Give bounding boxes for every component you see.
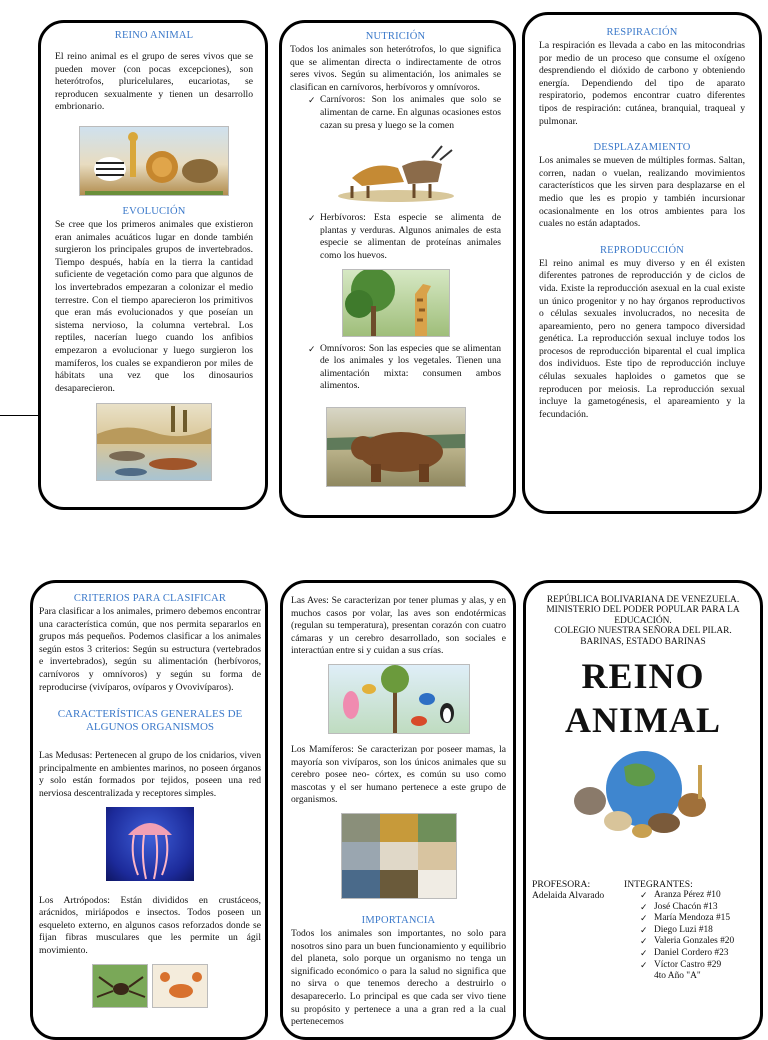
text-artropodos: Los Artrópodos: Están divididos en crustáceos, arácnidos, miriápodos e insectos. Todos poseen un esqueleto externo, en algunos casos reforzados donde se fijan fibras musculares que les permite un ágil movimiento. <box>39 894 261 956</box>
credits-section <box>532 879 754 999</box>
panel-reino-animal <box>38 20 268 510</box>
panel-portada <box>523 580 763 1040</box>
carnivore-hunting-image <box>332 138 460 204</box>
list-item-group: 4to Año "A" <box>654 971 701 982</box>
heading-caracteristicas: CARACTERÍSTICAS GENERALES DE ALGUNOS ORGANISMOS <box>57 708 243 734</box>
list-item: ✓ Aranza Pérez #10 <box>640 890 763 902</box>
heading-importancia: IMPORTANCIA <box>361 914 436 926</box>
crab-image <box>152 964 208 1008</box>
profesora-block <box>532 879 620 901</box>
profesora-name: Adelaida Alvarado <box>532 890 605 902</box>
text-nutricion: Todos los animales son heterótrofos, lo que significa que se alimentan directa o indirectamente de otros seres vivos. Según su alimentación, los animales se clasifican en carnívoros, herbívoros y omnívoros. <box>290 44 501 93</box>
panel-criterios <box>30 580 268 1040</box>
heading-desplazamiento: DESPLAZAMIENTO <box>593 142 691 154</box>
list-item: ✓ María Mendoza #15 <box>640 913 763 925</box>
list-item: ✓ Valeria Gonzales #20 <box>640 936 763 948</box>
profesora-label: PROFESORA: <box>532 879 591 891</box>
animals-collage-image <box>79 126 229 196</box>
birds-collage-image <box>328 664 470 734</box>
panel-aves-mamiferos <box>280 580 516 1040</box>
header-line-1: REPÚBLICA BOLIVARIANA DE VENEZUELA. <box>546 595 740 605</box>
text-criterios: Para clasificar a los animales, primero debemos encontrar una característica común, que nos permita separarlos en grupos más pequeños. Podemos clasificar a los animales según estos 3 criterios: Según su estructura (vertebrados e invertebrados), según su alimentación (herbívoros, carnívoros y omnívoros) y según su forma de reproducirse (vivíparos, ovíparos y Ovovivíparos). <box>39 606 261 693</box>
text-mamiferos: Los Mamíferos: Se caracterizan por poseer mamas, la mayoría son vivíparos, son los únicos animales que su cerebro posee neo- córtex, es común su uso como mascotas y el ser humano pertenece a este grupo de organismos. <box>291 743 506 806</box>
heading-criterios: CRITERIOS PARA CLASIFICAR <box>73 593 227 604</box>
heading-evolucion: EVOLUCIÓN <box>122 205 186 217</box>
heading-reproduccion: REPRODUCCIÓN <box>599 244 685 256</box>
panel-respiracion <box>522 12 762 514</box>
panel-nutricion <box>279 20 516 518</box>
cover-title-line-2: ANIMAL <box>565 700 721 741</box>
heading-reino-animal: REINO ANIMAL <box>114 30 194 41</box>
integrantes-label: INTEGRANTES: <box>624 879 693 891</box>
header-line-3: COLEGIO NUESTRA SEÑORA DEL PILAR. <box>554 626 732 637</box>
text-respiracion: La respiración es llevada a cabo en las mitocondrias por medio de un proceso que consume el oxígeno desprendiendo el dióxido de carbono y obteniendo energía. Dependiendo del tipo de aparato respiratorio, podemos encontrar cuatro diferentes tipos de respiración: cutánea, branquial, traqueal y pulmonar. <box>539 40 745 127</box>
integrantes-block <box>624 879 763 983</box>
cover-globe-animals-image <box>568 745 718 841</box>
text-evolucion: Se cree que los primeros animales que existieron eran animales acuáticos lugar en donde también surgieron los principales grupos de invertebrados. Tiempo después, había en la tierra la cantidad suficiente de vegetación como para que algunos de los invertebrados empezaran a colonizar el medio terrestre. Con el tiempo aparecieron los primitivos que eran más evolucionados y que poseían un sistema nervioso, la columna vertebral. Los reptiles, nacerían luego cuando los anfibios empezaron a evolucionar y luego surgieron los mamíferos, los cuales se expandieron por miles de hábitats una vez que los dinosaurios desaparecieron. <box>55 218 253 394</box>
integrantes-list <box>624 890 763 983</box>
header-line-2: MINISTERIO DEL PODER POPULAR PARA LA EDUCACIÓN. <box>546 605 740 626</box>
list-item: ✓ José Chacón #13 <box>640 902 763 914</box>
list-item: ✓ Daniel Cordero #23 <box>640 948 763 960</box>
text-reproduccion: El reino animal es muy diverso y en él existen diferentes patrones de reproducción y de ciclos de vida. Existe la reproducción asexual en la cual existe un único progenitor y no hay órganos reproductivos o células sexuales involucrados, no necesita de apareamiento, pero no genera tampoco diversidad genética. La reproducción sexual incluye todos los procesos de reproducción biparental el cual implica dos individuos. Este tipo de reproducción incluye células sexuales haploides o gametos que se reproducen por meiosis. La reproducción sexual incluye la gametogénesis, el apareamiento y la fecundación. <box>539 257 745 420</box>
arthropods-image-grid <box>39 964 261 1008</box>
text-importancia: Todos los animales son importantes, no solo para nosotros sino para un buen funcionamiento y equilibrio del planeta, solo porque un organismo no tenga un significado económico o para la salud no significa que no sirva o que tenemos derecho a destruirlo o desaparecerlo. Lo principal es que cada ser vivo tiene su propósito y pertenece a una a gran red a la cual pertenecemos <box>291 927 506 1028</box>
cover-title-line-1: REINO <box>581 656 705 697</box>
list-item: ✓ Diego Luzi #18 <box>640 925 763 937</box>
heading-respiracion: RESPIRACIÓN <box>606 27 678 38</box>
text-desplazamiento: Los animales se mueven de múltiples formas. Saltan, corren, nadan o vuelan, realizando movimientos característicos que les sirven para desplazarse en el medio que les es propio y también incursionar ocasionalmente en los otros ambientes para los cuales no están adaptados. <box>539 155 745 230</box>
item-carnivoros: ✓ Carnívoros: Son los animales que solo se alimentan de carne. En algunas ocasiones estos cazan su presa y luego se la comen <box>304 94 501 132</box>
jellyfish-image <box>106 807 194 881</box>
list-item: ✓ Víctor Castro #29 <box>640 960 763 972</box>
header-line-4: BARINAS, ESTADO BARINAS <box>580 636 706 647</box>
item-herbivoros: ✓ Herbívoros: Esta especie se alimenta de plantas y verduras. Algunos animales de esta especie se alimentan de proteínas animales como los huevos. <box>304 212 501 262</box>
item-omnivoros: ✓ Omnívoros: Son las especies que se alimentan de los animales y los vegetales. Tienen una alimentación mixta: consumen ambos alimentos. <box>304 343 501 393</box>
herbivore-giraffe-image <box>342 269 450 337</box>
omnivore-bear-image <box>326 407 466 487</box>
spider-image <box>92 964 148 1008</box>
text-aves: Las Aves: Se caracterizan por tener plumas y alas, y en muchos casos por volar, las aves son endotérmicas (regulan su temperatura), presentan corazón con cuatro cámaras y un cerebro desarrollado, son sociales e interactúan entre si y cuidan a sus crías. <box>291 595 506 657</box>
text-medusas: Las Medusas: Pertenecen al grupo de los cnidarios, viven principalmente en ambientes marinos, no poseen órganos y solo están formados por tejidos, poseen una red nerviosa descentralizada y receptores simples. <box>39 750 261 799</box>
text-reino-animal: El reino animal es el grupo de seres vivos que se pueden mover (con pocas excepciones), son heterótrofos, pluricelulares, eucariotas, se reproducen sexualmente y tienen un desarrollo embrionario. <box>55 51 253 113</box>
mammals-collage-image <box>341 813 457 899</box>
heading-nutricion: NUTRICIÓN <box>365 31 426 42</box>
evolution-illustration-image <box>96 403 212 481</box>
